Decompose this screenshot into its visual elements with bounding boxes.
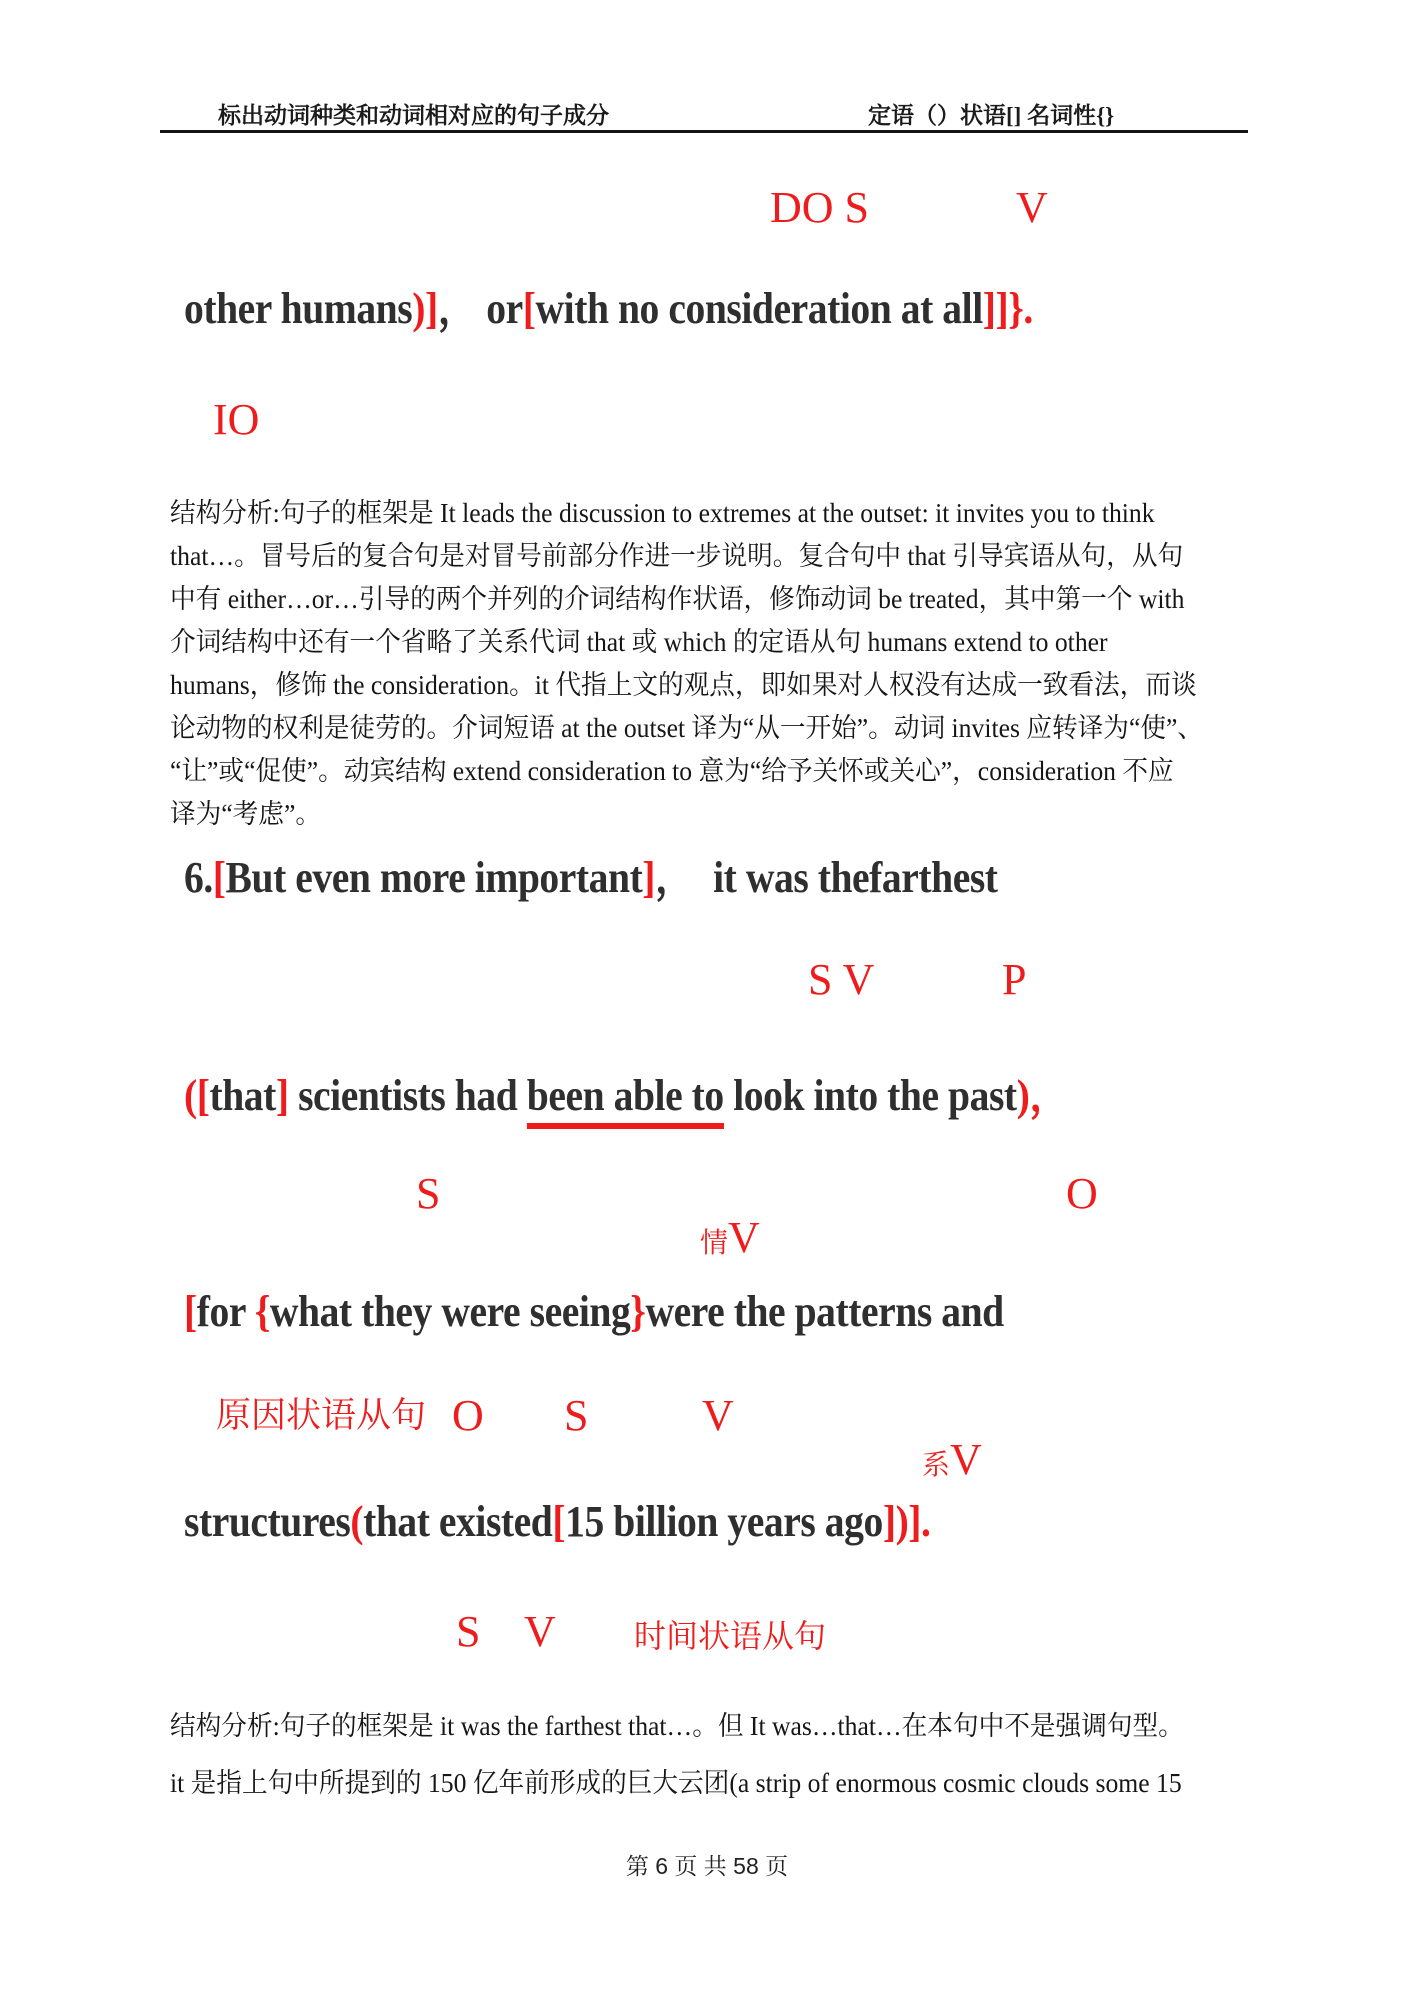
annotation-s: S xyxy=(456,1607,481,1656)
annotation-sv: S V xyxy=(808,955,875,1004)
paragraph-line: that…。冒号后的复合句是对冒号前部分作进一步说明。复合句中 that 引导宾语从句，从句 xyxy=(170,541,1184,571)
paragraph-line: humans，修饰 the consideration。it 代指上文的观点，即如果对人权没有达成一致看法，而谈 xyxy=(170,670,1197,700)
sentence-text: for xyxy=(196,1287,255,1336)
sentence-text: structures xyxy=(184,1497,351,1546)
annotation-s: S xyxy=(564,1391,589,1440)
paragraph-line: “让”或“促使”。动宾结构 extend consideration to 意为“给予关怀或关心”，consideration 不应 xyxy=(170,756,1174,786)
sentence-text: were the patterns and xyxy=(645,1287,1004,1336)
header-rule xyxy=(160,130,1248,133)
underlined-phrase: been able to xyxy=(527,1071,724,1129)
sentence-text: look into the past xyxy=(723,1071,1017,1120)
sentence-text: what they were seeing xyxy=(269,1287,631,1336)
bracket-red: [ xyxy=(552,1497,566,1546)
bracket-red: [ xyxy=(522,284,536,333)
bracket-red: [ xyxy=(212,853,226,902)
paragraph-line: 中有 either…or…引导的两个并列的介词结构作状语，修饰动词 be treated，其中第一个 with xyxy=(170,584,1185,614)
paragraph-line: 结构分析:句子的框架是 It leads the discussion to extremes at the outset: it invites you to think xyxy=(170,498,1155,528)
sentence-text: with no consideration at all xyxy=(535,284,983,333)
sentence-text: But even more important xyxy=(225,853,643,902)
sentence-text: other humans xyxy=(184,284,413,333)
annotation-reason-clause: 原因状语从句 xyxy=(216,1396,427,1435)
sentence-6-heading xyxy=(184,852,1088,904)
sentence-number: 6. xyxy=(184,853,213,902)
sentence-line-structures xyxy=(184,1496,1013,1548)
footer-page-number: 第 6 页 共 58 页 xyxy=(625,1853,789,1879)
bracket-red: )， xyxy=(1016,1071,1069,1120)
bracket-red: [ xyxy=(184,1287,197,1336)
annotation-v: V xyxy=(950,1435,982,1484)
annotation-v: V xyxy=(728,1213,760,1262)
analysis-paragraph-1 xyxy=(170,492,1257,836)
bracket-red: ]]}. xyxy=(982,284,1033,333)
sentence-line-that xyxy=(184,1070,1167,1122)
annotation-s: S xyxy=(416,1169,441,1218)
brace-red: } xyxy=(630,1287,646,1336)
paragraph-line: 论动物的权利是徒劳的。介词短语 at the outset 译为“从一开始”。动词 invites 应转译为“使”、 xyxy=(170,713,1204,743)
analysis-paragraph-2 xyxy=(170,1698,1237,1812)
sentence-text: that xyxy=(209,1071,276,1120)
paragraph-line: 介词结构中还有一个省略了关系代词 that 或 which 的定语从句 humans extend to other xyxy=(170,627,1108,657)
annotation-o: O xyxy=(1066,1169,1098,1218)
sentence-text: scientists had xyxy=(288,1071,527,1120)
annotation-v: V xyxy=(1016,183,1048,232)
annotation-v: V xyxy=(524,1607,556,1656)
annotation-time-clause: 时间状语从句 xyxy=(634,1618,827,1654)
bracket-red: )] xyxy=(412,284,438,333)
annotation-io: IO xyxy=(213,395,260,444)
header-title: 标出动词种类和动词相对应的句子成分 xyxy=(218,103,609,128)
bracket-red: ([ xyxy=(184,1071,210,1120)
header-legend: 定语（）状语[] 名词性{} xyxy=(868,103,1115,128)
paragraph-line: 译为“考虑”。 xyxy=(170,799,322,829)
sentence-line-for xyxy=(184,1286,1095,1338)
sentence-text: ， or xyxy=(437,284,523,333)
annotation-p: P xyxy=(1002,955,1027,1004)
paragraph-line: it 是指上句中所提到的 150 亿年前形成的巨大云团(a strip of enormous cosmic clouds some 15 xyxy=(170,1768,1182,1798)
paren-red: ( xyxy=(350,1497,364,1546)
paragraph-line: 结构分析:句子的框架是 it was the farthest that…。但 It was…that…在本句中不是强调句型。 xyxy=(170,1711,1184,1741)
annotation-do-s: DO S xyxy=(770,183,870,232)
sentence-text: 15 billion years ago xyxy=(565,1497,883,1546)
annotation-v: V xyxy=(702,1391,734,1440)
sentence-text: it was thefarthest xyxy=(713,853,998,902)
bracket-red: ])]. xyxy=(882,1497,931,1546)
sentence-text: that existed xyxy=(363,1497,553,1546)
annotation-xi: 系 xyxy=(922,1450,951,1481)
bracket-red: ] xyxy=(275,1071,289,1120)
annotation-o: O xyxy=(452,1391,484,1440)
annotation-qing: 情 xyxy=(700,1228,729,1259)
brace-red: { xyxy=(254,1287,270,1336)
sentence-text: ， xyxy=(655,853,714,902)
sentence-line-end xyxy=(184,283,1127,335)
bracket-red: ] xyxy=(642,853,656,902)
